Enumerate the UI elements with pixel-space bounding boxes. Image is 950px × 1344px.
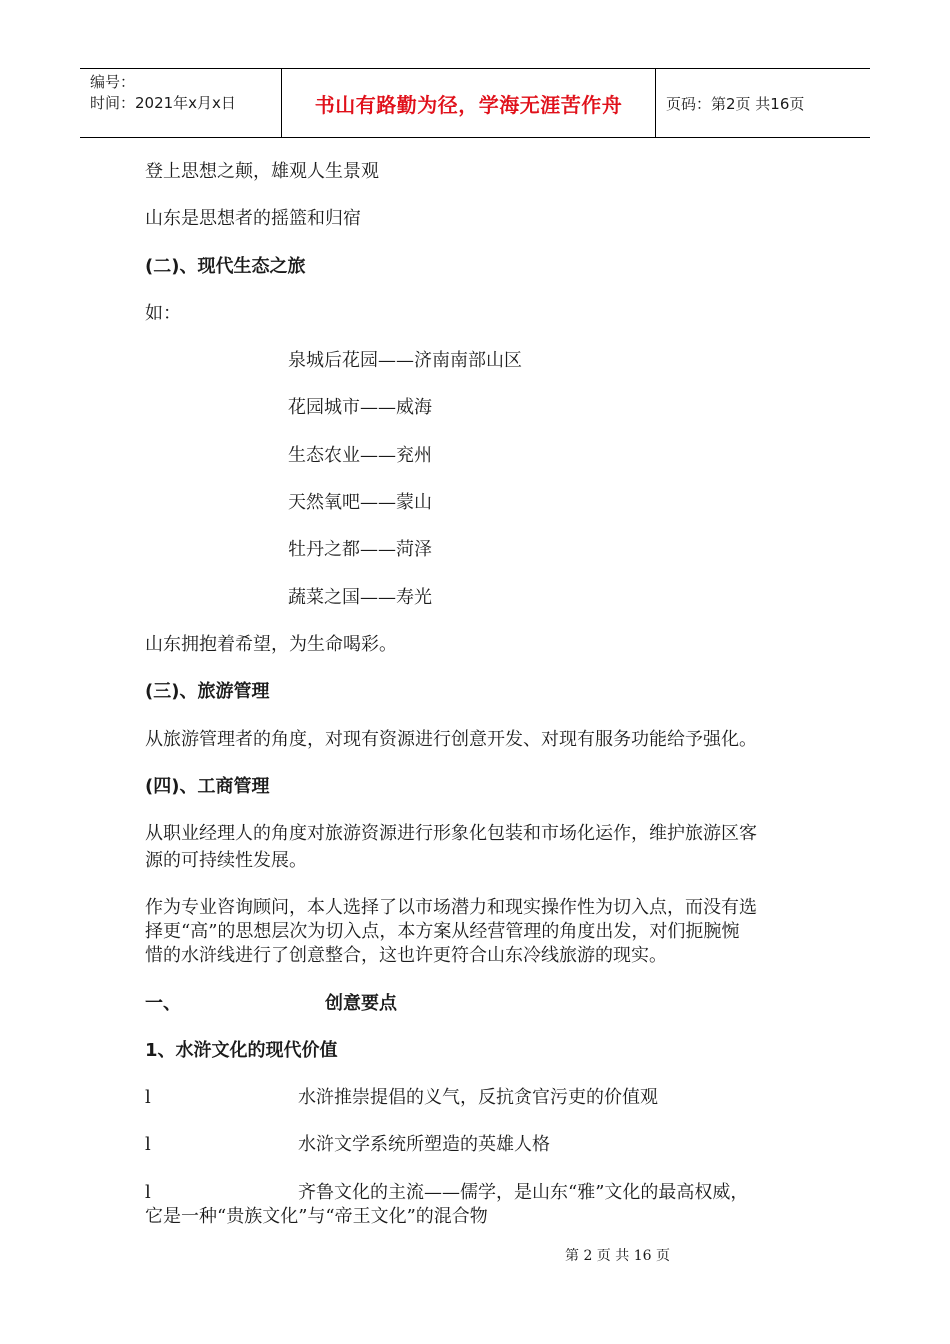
page-footer: 第 2 页 共 16 页 — [565, 1248, 670, 1264]
header-table — [80, 68, 870, 138]
section-heading: (四)、工商管理 — [145, 776, 270, 797]
body-paragraph-line: 从职业经理人的角度对旅游资源进行形象化包装和市场化运作，维护旅游区客 — [145, 823, 757, 844]
header-meta-cell — [80, 69, 282, 137]
body-paragraph-line: 源的可持续性发展。 — [145, 850, 307, 871]
section-title: 创意要点 — [325, 993, 397, 1014]
number-label: 编号： — [90, 73, 136, 91]
list-item: 生态农业——兖州 — [288, 445, 432, 466]
bullet-text: 水浒推崇提倡的义气，反抗贪官污吏的价值观 — [298, 1087, 658, 1108]
body-paragraph-line: 惜的水浒线进行了创意整合，这也许更符合山东冷线旅游的现实。 — [145, 945, 667, 966]
bullet-text-continuation: 它是一种“贵族文化”与“帝王文化”的混合物 — [145, 1206, 488, 1227]
list-item: 天然氧吧——蒙山 — [288, 492, 432, 513]
body-line: 如： — [145, 303, 181, 324]
bullet-mark: l — [145, 1182, 151, 1203]
header-motto-cell — [282, 69, 656, 137]
list-item: 泉城后花园——济南南部山区 — [288, 350, 522, 371]
motto-text: 书山有路勤为径，学海无涯苦作舟 — [314, 92, 623, 117]
body-paragraph-line: 择更“高”的思想层次为切入点，本方案从经营管理的角度出发，对们扼腕惋 — [145, 921, 740, 942]
subsection-heading: 1、水浒文化的现代价值 — [145, 1040, 338, 1061]
bullet-mark: l — [145, 1134, 151, 1155]
header-page-cell — [656, 69, 870, 137]
section-number: 一、 — [145, 993, 181, 1014]
body-line: 山东是思想者的摇篮和归宿 — [145, 208, 361, 229]
body-line: 山东拥抱着希望，为生命喝彩。 — [145, 634, 397, 655]
bullet-text: 水浒文学系统所塑造的英雄人格 — [298, 1134, 550, 1155]
body-line: 登上思想之颠，雄观人生景观 — [145, 161, 379, 182]
page-info: 页码：第2页 共16页 — [666, 94, 805, 113]
section-heading: (三)、旅游管理 — [145, 681, 270, 702]
time-label: 时间：2021年x月x日 — [90, 94, 236, 112]
list-item: 蔬菜之国——寿光 — [288, 587, 432, 608]
list-item: 牡丹之都——菏泽 — [288, 539, 432, 560]
list-item: 花园城市——威海 — [288, 397, 432, 418]
bullet-text: 齐鲁文化的主流——儒学，是山东“雅”文化的最高权威， — [298, 1182, 749, 1203]
body-paragraph: 从旅游管理者的角度，对现有资源进行创意开发、对现有服务功能给予强化。 — [145, 729, 757, 750]
bullet-mark: l — [145, 1087, 151, 1108]
section-heading: (二)、现代生态之旅 — [145, 256, 306, 277]
body-paragraph-line: 作为专业咨询顾问，本人选择了以市场潜力和现实操作性为切入点，而没有选 — [145, 897, 757, 918]
